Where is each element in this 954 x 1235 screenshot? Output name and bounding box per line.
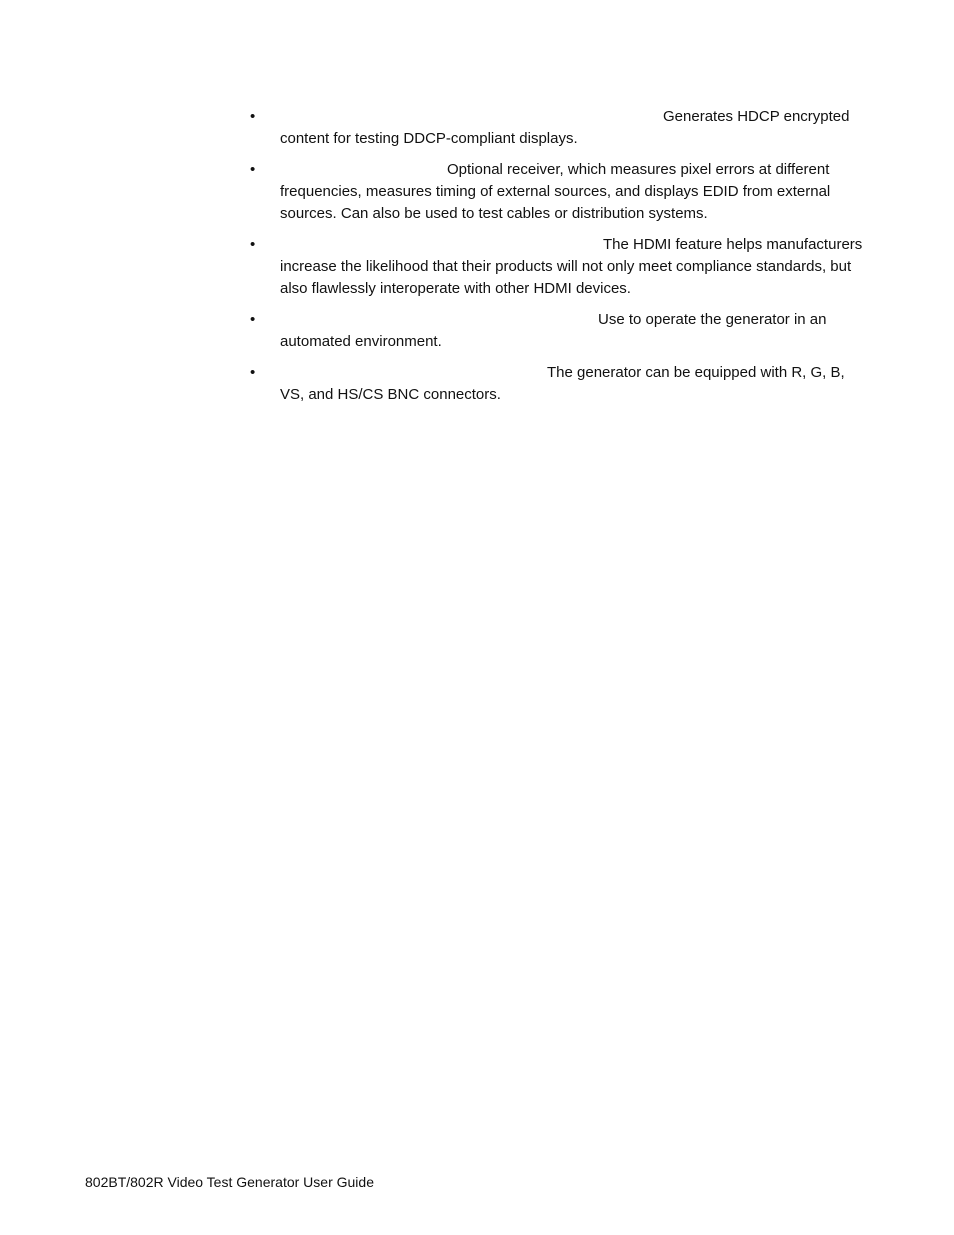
bullet-text-bnc: The generator can be equipped with R, G, B, VS, and HS/CS BNC connectors. [280,364,845,403]
bullet-icon: • [250,161,256,178]
page-footer-title: 802BT/802R Video Test Generator User Guide [85,1174,374,1190]
bullet-item-automation [250,309,870,353]
bullet-icon: • [250,236,256,253]
bullet-icon: • [250,108,256,125]
bullet-text-hdcp: Generates HDCP encrypted content for testing DDCP-compliant displays. [280,108,850,147]
bullet-text-receiver: Optional receiver, which measures pixel errors at different frequencies, measures timing of external sources, and displays EDID from external sources. Can also be used to test cables or distribution systems. [280,161,831,222]
feature-bullet-list [250,106,870,415]
bullet-icon: • [250,311,256,328]
bullet-item-hdcp [250,106,870,150]
bullet-item-bnc [250,362,870,406]
bullet-icon: • [250,364,256,381]
bullet-text-hdmi: The HDMI feature helps manufacturers increase the likelihood that their products will not only meet compliance standards, but also flawlessly interoperate with other HDMI devices. [280,236,863,297]
bullet-item-hdmi [250,234,870,300]
bullet-item-receiver [250,159,870,225]
bullet-text-automation: Use to operate the generator in an automated environment. [280,311,827,350]
